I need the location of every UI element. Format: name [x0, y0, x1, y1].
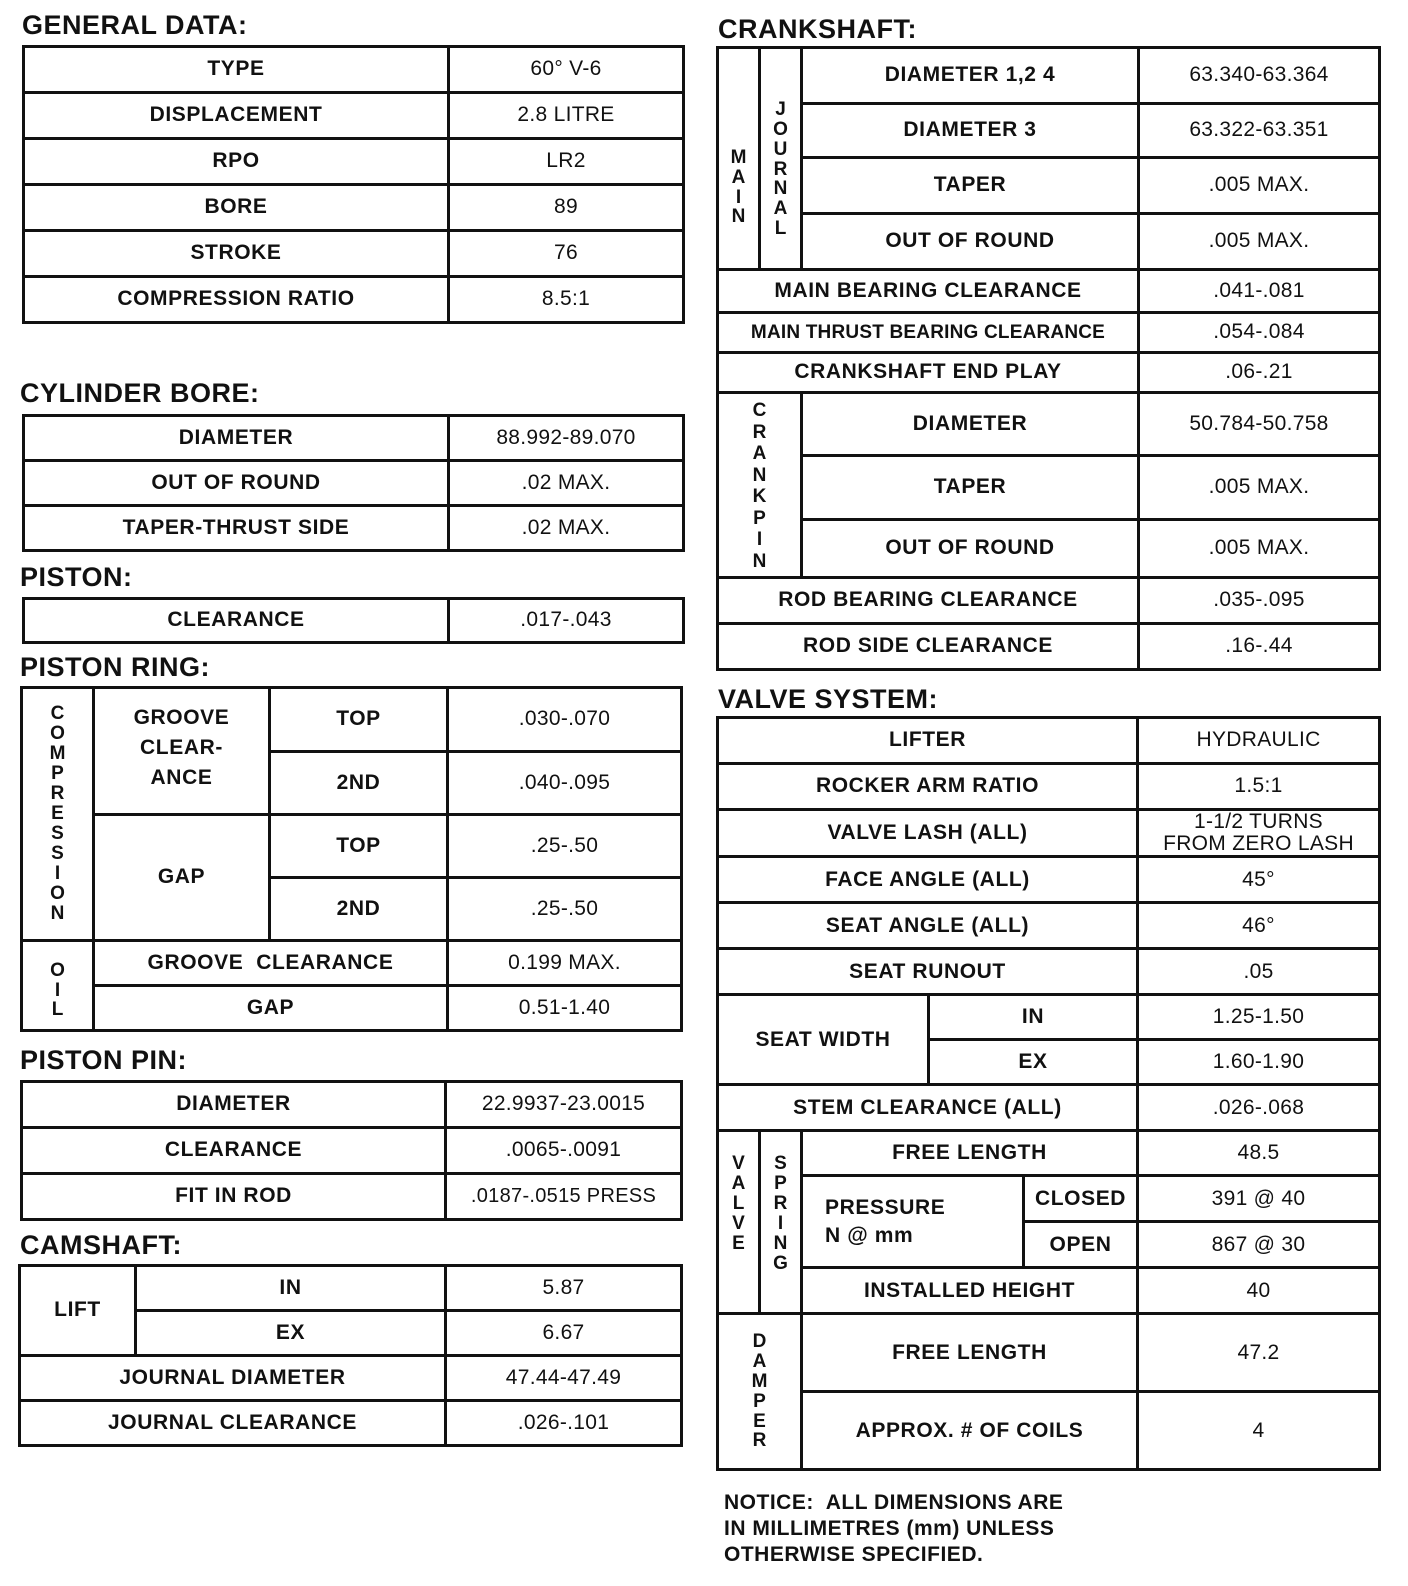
crankpin-out-of-round-label: OUT OF ROUND: [802, 520, 1139, 578]
cylinder-bore-table: [22, 414, 685, 552]
rod-side-clearance-value: .16-.44: [1139, 624, 1380, 670]
valve-lash-value: 1-1/2 TURNS FROM ZERO LASH: [1138, 810, 1380, 857]
pressure-open-value: 867 @ 30: [1138, 1222, 1380, 1268]
main-out-of-round-label: OUT OF ROUND: [802, 214, 1139, 270]
piston-ring-heading: PISTON RING:: [20, 652, 211, 682]
pressure-closed-value: 391 @ 40: [1138, 1176, 1380, 1222]
lift-ex-label: EX: [136, 1311, 446, 1356]
piston-heading: PISTON:: [20, 562, 133, 592]
valve-vertical-label: V A L V E: [718, 1131, 760, 1314]
type-label: TYPE: [24, 47, 449, 93]
piston-pin-heading: PISTON PIN:: [20, 1045, 188, 1075]
main-vertical-label: M A I N: [718, 48, 760, 270]
lift-label: LIFT: [20, 1266, 136, 1356]
cylinder-bore-heading: CYLINDER BORE:: [20, 378, 260, 408]
main-out-of-round-value: .005 MAX.: [1139, 214, 1380, 270]
damper-vertical-label: D A M P E R: [718, 1314, 802, 1470]
piston-clearance-label: CLEARANCE: [24, 599, 449, 643]
installed-height-label: INSTALLED HEIGHT: [802, 1268, 1138, 1314]
seat-width-label: SEAT WIDTH: [718, 995, 929, 1085]
table-row: [718, 1268, 1380, 1314]
rod-bearing-clearance-label: ROD BEARING CLEARANCE: [718, 578, 1139, 624]
main-bearing-clearance-value: .041-.081: [1139, 270, 1380, 313]
compression-ratio-label: COMPRESSION RATIO: [24, 277, 449, 323]
oil-vertical-label: O I L: [22, 941, 94, 1031]
table-row: [718, 48, 1380, 104]
valve-lash-label: VALVE LASH (ALL): [718, 810, 1138, 857]
taper-thrust-side-value: .02 MAX.: [449, 506, 684, 551]
spring-vertical-label: S P R I N G: [760, 1131, 802, 1314]
lifter-label: LIFTER: [718, 718, 1138, 764]
rod-side-clearance-label: ROD SIDE CLEARANCE: [718, 624, 1139, 670]
table-row: [718, 624, 1380, 670]
bore-out-of-round-label: OUT OF ROUND: [24, 461, 449, 506]
main-diameter-124-label: DIAMETER 1,2 4: [802, 48, 1139, 104]
crankpin-taper-label: TAPER: [802, 456, 1139, 520]
spring-free-length-label: FREE LENGTH: [802, 1131, 1138, 1176]
table-row: [718, 995, 1380, 1040]
bore-diameter-label: DIAMETER: [24, 416, 449, 461]
displacement-label: DISPLACEMENT: [24, 93, 449, 139]
journal-vertical-label: J O U R N A L: [760, 48, 802, 270]
camshaft-table: [18, 1264, 683, 1447]
journal-diameter-label: JOURNAL DIAMETER: [20, 1356, 446, 1401]
table-row: [718, 949, 1380, 995]
main-bearing-clearance-label: MAIN BEARING CLEARANCE: [718, 270, 1139, 313]
seat-runout-label: SEAT RUNOUT: [718, 949, 1138, 995]
table-row: [24, 461, 684, 506]
seat-width-in-label: IN: [929, 995, 1138, 1040]
lifter-value: HYDRAULIC: [1138, 718, 1380, 764]
oil-gap-label: GAP: [94, 986, 448, 1031]
general-data-heading: GENERAL DATA:: [22, 10, 248, 40]
piston-table: [22, 597, 685, 644]
journal-clearance-value: .026-.101: [446, 1401, 682, 1446]
table-row: [718, 456, 1380, 520]
installed-height-value: 40: [1138, 1268, 1380, 1314]
table-row: [22, 1174, 682, 1220]
type-value: 60° V-6: [449, 47, 684, 93]
table-row: [718, 1085, 1380, 1131]
table-row: [718, 764, 1380, 810]
gap-top-value: .25-.50: [448, 815, 682, 878]
table-row: [718, 1392, 1380, 1470]
bore-value: 89: [449, 185, 684, 231]
lift-in-value: 5.87: [446, 1266, 682, 1311]
seat-angle-label: SEAT ANGLE (ALL): [718, 903, 1138, 949]
lift-in-label: IN: [136, 1266, 446, 1311]
pressure-closed-label: CLOSED: [1024, 1176, 1138, 1222]
main-thrust-clearance-value: .054-.084: [1139, 313, 1380, 353]
oil-gap-value: 0.51-1.40: [448, 986, 682, 1031]
table-row: [22, 986, 682, 1031]
gap-top-label: TOP: [270, 815, 448, 878]
compression-ratio-value: 8.5:1: [449, 277, 684, 323]
main-diameter-3-label: DIAMETER 3: [802, 104, 1139, 158]
groove-clearance-label: GROOVE CLEAR- ANCE: [94, 688, 270, 815]
table-row: [718, 393, 1380, 456]
damper-free-length-label: FREE LENGTH: [802, 1314, 1138, 1392]
seat-angle-value: 46°: [1138, 903, 1380, 949]
seat-width-ex-label: EX: [929, 1040, 1138, 1085]
fit-in-rod-value: .0187-.0515 PRESS: [446, 1174, 682, 1220]
taper-thrust-side-label: TAPER-THRUST SIDE: [24, 506, 449, 551]
seat-runout-value: .05: [1138, 949, 1380, 995]
main-taper-label: TAPER: [802, 158, 1139, 214]
table-row: [24, 47, 684, 93]
bore-label: BORE: [24, 185, 449, 231]
rpo-value: LR2: [449, 139, 684, 185]
table-row: [718, 1314, 1380, 1392]
rocker-arm-ratio-value: 1.5:1: [1138, 764, 1380, 810]
table-row: [718, 313, 1380, 353]
groove-top-label: TOP: [270, 688, 448, 752]
fit-in-rod-label: FIT IN ROD: [22, 1174, 446, 1220]
table-row: [718, 158, 1380, 214]
main-diameter-124-value: 63.340-63.364: [1139, 48, 1380, 104]
table-row: [22, 815, 682, 878]
pressure-label: PRESSURE N @ mm: [802, 1176, 1024, 1268]
rod-bearing-clearance-value: .035-.095: [1139, 578, 1380, 624]
crankpin-taper-value: .005 MAX.: [1139, 456, 1380, 520]
table-row: [718, 520, 1380, 578]
groove-top-value: .030-.070: [448, 688, 682, 752]
gap-2nd-value: .25-.50: [448, 878, 682, 941]
displacement-value: 2.8 LITRE: [449, 93, 684, 139]
stem-clearance-value: .026-.068: [1138, 1085, 1380, 1131]
main-taper-value: .005 MAX.: [1139, 158, 1380, 214]
stroke-label: STROKE: [24, 231, 449, 277]
rpo-label: RPO: [24, 139, 449, 185]
crankshaft-table: [716, 46, 1381, 671]
pin-diameter-value: 22.9937-23.0015: [446, 1082, 682, 1128]
table-row: [718, 214, 1380, 270]
crankpin-vertical-label: C R A N K P I N: [718, 393, 802, 578]
pressure-open-label: OPEN: [1024, 1222, 1138, 1268]
table-row: [718, 270, 1380, 313]
table-row: [718, 718, 1380, 764]
stroke-value: 76: [449, 231, 684, 277]
table-row: [24, 93, 684, 139]
damper-free-length-value: 47.2: [1138, 1314, 1380, 1392]
table-row: [718, 857, 1380, 903]
crankshaft-end-play-value: .06-.21: [1139, 353, 1380, 393]
table-row: [22, 1128, 682, 1174]
piston-ring-table: [20, 686, 683, 1032]
journal-clearance-label: JOURNAL CLEARANCE: [20, 1401, 446, 1446]
bore-out-of-round-value: .02 MAX.: [449, 461, 684, 506]
crankpin-diameter-label: DIAMETER: [802, 393, 1139, 456]
groove-2nd-value: .040-.095: [448, 752, 682, 815]
oil-groove-clearance-value: 0.199 MAX.: [448, 941, 682, 986]
crankpin-diameter-value: 50.784-50.758: [1139, 393, 1380, 456]
face-angle-value: 45°: [1138, 857, 1380, 903]
groove-2nd-label: 2ND: [270, 752, 448, 815]
general-data-table: [22, 45, 685, 324]
spring-free-length-value: 48.5: [1138, 1131, 1380, 1176]
table-row: [718, 578, 1380, 624]
table-row: [718, 903, 1380, 949]
bore-diameter-value: 88.992-89.070: [449, 416, 684, 461]
table-row: [22, 1082, 682, 1128]
coils-label: APPROX. # OF COILS: [802, 1392, 1138, 1470]
table-row: [20, 1356, 682, 1401]
table-row: [22, 941, 682, 986]
table-row: [24, 599, 684, 643]
table-row: [718, 1176, 1380, 1222]
table-row: [718, 1131, 1380, 1176]
camshaft-heading: CAMSHAFT:: [20, 1230, 182, 1260]
pin-clearance-value: .0065-.0091: [446, 1128, 682, 1174]
table-row: [22, 688, 682, 752]
notice-text: NOTICE: ALL DIMENSIONS ARE IN MILLIMETRES (mm) UNLESS OTHERWISE SPECIFIED.: [724, 1491, 1064, 1566]
pin-clearance-label: CLEARANCE: [22, 1128, 446, 1174]
table-row: [24, 139, 684, 185]
valve-system-table: [716, 716, 1381, 1471]
pin-diameter-label: DIAMETER: [22, 1082, 446, 1128]
table-row: [24, 231, 684, 277]
face-angle-label: FACE ANGLE (ALL): [718, 857, 1138, 903]
table-row: [24, 416, 684, 461]
rocker-arm-ratio-label: ROCKER ARM RATIO: [718, 764, 1138, 810]
lift-ex-value: 6.67: [446, 1311, 682, 1356]
table-row: [24, 185, 684, 231]
table-row: [24, 506, 684, 551]
main-diameter-3-value: 63.322-63.351: [1139, 104, 1380, 158]
table-row: [20, 1401, 682, 1446]
table-row: [24, 277, 684, 323]
crankshaft-end-play-label: CRANKSHAFT END PLAY: [718, 353, 1139, 393]
piston-pin-table: [20, 1080, 683, 1221]
table-row: [718, 353, 1380, 393]
compression-vertical-label: C O M P R E S S I O N: [22, 688, 94, 941]
table-row: [718, 104, 1380, 158]
crankpin-out-of-round-value: .005 MAX.: [1139, 520, 1380, 578]
seat-width-in-value: 1.25-1.50: [1138, 995, 1380, 1040]
gap-label: GAP: [94, 815, 270, 941]
journal-diameter-value: 47.44-47.49: [446, 1356, 682, 1401]
table-row: [20, 1266, 682, 1311]
valve-system-heading: VALVE SYSTEM:: [718, 684, 939, 714]
coils-value: 4: [1138, 1392, 1380, 1470]
oil-groove-clearance-label: GROOVE CLEARANCE: [94, 941, 448, 986]
seat-width-ex-value: 1.60-1.90: [1138, 1040, 1380, 1085]
gap-2nd-label: 2ND: [270, 878, 448, 941]
stem-clearance-label: STEM CLEARANCE (ALL): [718, 1085, 1138, 1131]
crankshaft-heading: CRANKSHAFT:: [718, 14, 917, 44]
table-row: [718, 810, 1380, 857]
main-thrust-clearance-label: MAIN THRUST BEARING CLEARANCE: [718, 313, 1139, 353]
piston-clearance-value: .017-.043: [449, 599, 684, 643]
